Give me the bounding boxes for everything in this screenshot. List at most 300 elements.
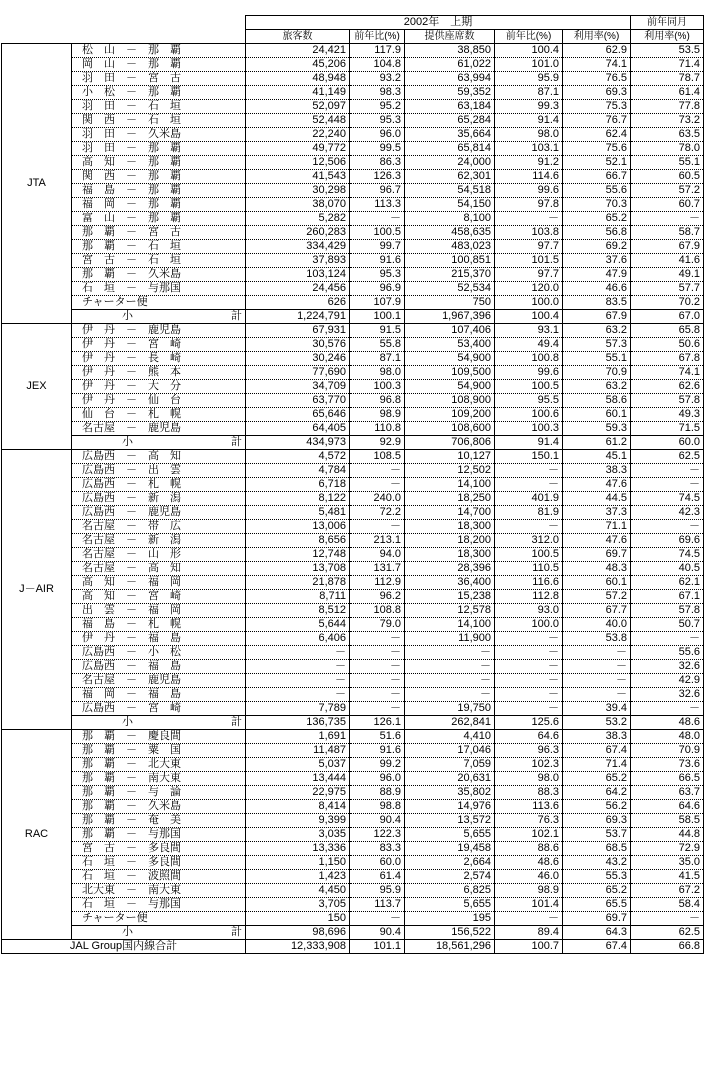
cell-seat-yoy: 100.8 [495,352,563,366]
cell-pax-yoy: 99.2 [350,758,405,772]
cell-prev-load-factor: 55.6 [631,646,704,660]
cell-load-factor: 45.1 [563,450,631,464]
cell-load-factor: 65.2 [563,884,631,898]
cell-load-factor: 69.2 [563,240,631,254]
route-name: 石 垣 － 多良間 [72,856,246,870]
cell-load-factor: 70.9 [563,366,631,380]
table-row [2,128,704,142]
cell-passengers: 22,975 [246,786,350,800]
cell-seat-yoy: 88.3 [495,786,563,800]
cell-prev-load-factor: 48.6 [631,716,704,730]
cell-seats: 65,284 [405,114,495,128]
cell-seats: 7,059 [405,758,495,772]
cell-pax-yoy: 96.0 [350,772,405,786]
cell-seats: 18,561,296 [405,940,495,954]
cell-passengers: 13,708 [246,562,350,576]
cell-pax-yoy: － [350,478,405,492]
cell-load-factor: 64.3 [563,926,631,940]
cell-load-factor: 58.6 [563,394,631,408]
subtotal-label-a: 小 [122,926,133,938]
route-name: 名古屋 － 帯 広 [72,520,246,534]
route-name: 羽 田 － 石 垣 [72,100,246,114]
cell-prev-load-factor: 78.7 [631,72,704,86]
cell-load-factor: 53.7 [563,828,631,842]
cell-seats: 14,700 [405,506,495,520]
table-row [2,758,704,772]
cell-seats: 18,300 [405,548,495,562]
cell-load-factor: 69.3 [563,814,631,828]
cell-load-factor: 57.2 [563,590,631,604]
cell-seat-yoy: 93.0 [495,604,563,618]
cell-load-factor: 71.1 [563,520,631,534]
cell-passengers: － [246,646,350,660]
cell-pax-yoy: － [350,660,405,674]
route-name: 福 岡 － 福 島 [72,688,246,702]
route-name: 高 知 － 宮 崎 [72,590,246,604]
cell-prev-load-factor: － [631,478,704,492]
route-name: 石 垣 － 与那国 [72,282,246,296]
subtotal-label-wrap [122,436,242,449]
table-row [2,254,704,268]
cell-pax-yoy: － [350,688,405,702]
cell-passengers: 6,406 [246,632,350,646]
table-row [2,786,704,800]
cell-pax-yoy: － [350,464,405,478]
cell-load-factor: 57.3 [563,338,631,352]
cell-load-factor: 67.4 [563,940,631,954]
cell-passengers: 260,283 [246,226,350,240]
cell-load-factor: 55.6 [563,184,631,198]
table-row [2,744,704,758]
cell-prev-load-factor: 62.5 [631,926,704,940]
cell-seats: 458,635 [405,226,495,240]
cell-seats: 18,250 [405,492,495,506]
cell-pax-yoy: － [350,632,405,646]
cell-prev-load-factor: 62.1 [631,576,704,590]
cell-seat-yoy: 91.4 [495,114,563,128]
route-name: 羽 田 － 久米島 [72,128,246,142]
cell-pax-yoy: 88.9 [350,786,405,800]
cell-prev-load-factor: 32.6 [631,660,704,674]
cell-passengers: 5,282 [246,212,350,226]
cell-passengers: 1,423 [246,870,350,884]
table-row [2,842,704,856]
route-name: 那 覇 － 与那国 [72,828,246,842]
cell-seat-yoy: 99.6 [495,184,563,198]
cell-seat-yoy: 91.4 [495,436,563,450]
cell-load-factor: 69.3 [563,86,631,100]
cell-pax-yoy: 240.0 [350,492,405,506]
cell-passengers: 52,448 [246,114,350,128]
cell-passengers: － [246,660,350,674]
cell-prev-load-factor: 60.5 [631,170,704,184]
cell-prev-load-factor: 44.8 [631,828,704,842]
table-row [2,100,704,114]
cell-pax-yoy: 100.1 [350,310,405,324]
cell-seat-yoy: 100.4 [495,44,563,58]
route-name: チャーター便 [72,296,246,310]
cell-load-factor: 76.5 [563,72,631,86]
route-name: 広島西 － 新 潟 [72,492,246,506]
table-row [2,520,704,534]
table-row [2,408,704,422]
cell-prev-load-factor: 63.7 [631,786,704,800]
cell-load-factor: 53.8 [563,632,631,646]
subtotal-label-b: 計 [231,436,242,448]
cell-prev-load-factor: 49.3 [631,408,704,422]
cell-pax-yoy: 96.8 [350,394,405,408]
cell-prev-load-factor: 57.8 [631,394,704,408]
cell-load-factor: 70.3 [563,198,631,212]
cell-seat-yoy: 103.1 [495,142,563,156]
route-name: 福 島 － 札 幌 [72,618,246,632]
cell-load-factor: 38.3 [563,730,631,744]
route-name: 石 垣 － 与那国 [72,898,246,912]
subtotal-label [72,926,246,940]
route-name: 名古屋 － 鹿児島 [72,422,246,436]
cell-load-factor: 63.2 [563,380,631,394]
cell-seat-yoy: 98.9 [495,884,563,898]
cell-prev-load-factor: 73.2 [631,114,704,128]
cell-prev-load-factor: 70.9 [631,744,704,758]
cell-load-factor: 69.7 [563,912,631,926]
cell-passengers: 1,691 [246,730,350,744]
cell-seats: 54,900 [405,352,495,366]
cell-pax-yoy: 95.2 [350,100,405,114]
subtotal-label [72,436,246,450]
prev-year-header-top: 前年同月 [631,16,704,30]
route-name: 那 覇 － 宮 古 [72,226,246,240]
table-row [2,114,704,128]
cell-prev-load-factor: 70.2 [631,296,704,310]
cell-seat-yoy: － [495,632,563,646]
cell-seat-yoy: 97.8 [495,198,563,212]
cell-pax-yoy: 95.9 [350,884,405,898]
cell-passengers: 1,150 [246,856,350,870]
cell-seats: 262,841 [405,716,495,730]
cell-pax-yoy: － [350,912,405,926]
cell-seats: 2,664 [405,856,495,870]
cell-seats: 5,655 [405,828,495,842]
table-row [2,226,704,240]
cell-load-factor: 74.1 [563,58,631,72]
cell-passengers: 434,973 [246,436,350,450]
cell-prev-load-factor: 77.8 [631,100,704,114]
cell-seat-yoy: － [495,520,563,534]
cell-load-factor: 53.2 [563,716,631,730]
cell-pax-yoy: 99.5 [350,142,405,156]
cell-seat-yoy: 312.0 [495,534,563,548]
route-name: 広島西 － 高 知 [72,450,246,464]
cell-seats: 28,396 [405,562,495,576]
grand-total-label: JAL Group国内線合計 [2,940,246,954]
cell-prev-load-factor: 67.9 [631,240,704,254]
table-row [2,590,704,604]
cell-seats: 36,400 [405,576,495,590]
cell-seats: 108,600 [405,422,495,436]
cell-pax-yoy: 90.4 [350,814,405,828]
cell-prev-load-factor: 42.9 [631,674,704,688]
cell-passengers: 49,772 [246,142,350,156]
route-name: 広島西 － 宮 崎 [72,702,246,716]
cell-prev-load-factor: 35.0 [631,856,704,870]
cell-seats: 107,406 [405,324,495,338]
cell-load-factor: 55.1 [563,352,631,366]
cell-load-factor: 67.7 [563,604,631,618]
route-name: 富 山 － 那 覇 [72,212,246,226]
cell-pax-yoy: 72.2 [350,506,405,520]
cell-passengers: 24,421 [246,44,350,58]
subtotal-label-b: 計 [231,926,242,938]
cell-seat-yoy: 101.5 [495,254,563,268]
cell-seats: 108,900 [405,394,495,408]
table-row [2,576,704,590]
cell-prev-load-factor: 67.2 [631,884,704,898]
table-row [2,562,704,576]
table-row [2,86,704,100]
cell-seat-yoy: 81.9 [495,506,563,520]
table-row [2,772,704,786]
cell-prev-load-factor: 57.8 [631,604,704,618]
cell-seats: － [405,646,495,660]
table-row [2,912,704,926]
prev-year-header-bottom: 利用率(%) [631,30,704,44]
cell-seat-yoy: 98.0 [495,128,563,142]
cell-prev-load-factor: 41.6 [631,254,704,268]
cell-prev-load-factor: 49.1 [631,268,704,282]
cell-passengers: 38,070 [246,198,350,212]
cell-seat-yoy: 98.0 [495,772,563,786]
table-row [2,338,704,352]
cell-seats: － [405,674,495,688]
route-name: 広島西 － 札 幌 [72,478,246,492]
cell-seats: 53,400 [405,338,495,352]
cell-load-factor: 60.1 [563,576,631,590]
route-name: 高 知 － 那 覇 [72,156,246,170]
cell-pax-yoy: － [350,702,405,716]
cell-pax-yoy: 96.9 [350,282,405,296]
route-name: 広島西 － 出 雲 [72,464,246,478]
table-row [2,324,704,338]
cell-passengers: 5,644 [246,618,350,632]
cell-passengers: 30,246 [246,352,350,366]
route-name: 高 知 － 福 岡 [72,576,246,590]
cell-seats: 195 [405,912,495,926]
cell-pax-yoy: 117.9 [350,44,405,58]
cell-seats: 63,184 [405,100,495,114]
cell-seats: 59,352 [405,86,495,100]
col-header-seats: 提供座席数 [405,30,495,44]
cell-passengers: 3,705 [246,898,350,912]
cell-passengers: 30,298 [246,184,350,198]
cell-seats: － [405,688,495,702]
cell-pax-yoy: 213.1 [350,534,405,548]
cell-prev-load-factor: 50.7 [631,618,704,632]
cell-seats: 215,370 [405,268,495,282]
cell-pax-yoy: 131.7 [350,562,405,576]
cell-seat-yoy: － [495,702,563,716]
cell-pax-yoy: 90.4 [350,926,405,940]
cell-pax-yoy: 122.3 [350,828,405,842]
cell-passengers: 45,206 [246,58,350,72]
cell-pax-yoy: 61.4 [350,870,405,884]
cell-seat-yoy: － [495,464,563,478]
subtotal-label-a: 小 [122,436,133,448]
cell-seat-yoy: 97.7 [495,268,563,282]
cell-prev-load-factor: 57.7 [631,282,704,296]
route-name: 福 岡 － 那 覇 [72,198,246,212]
cell-passengers: 8,122 [246,492,350,506]
cell-load-factor: 61.2 [563,436,631,450]
table-row [2,170,704,184]
cell-passengers: 8,656 [246,534,350,548]
subtotal-label-a: 小 [122,716,133,728]
route-name: 宮 古 － 石 垣 [72,254,246,268]
cell-load-factor: 75.6 [563,142,631,156]
cell-prev-load-factor: 48.0 [631,730,704,744]
cell-passengers: 67,931 [246,324,350,338]
cell-pax-yoy: 100.5 [350,226,405,240]
cell-passengers: 37,893 [246,254,350,268]
cell-load-factor: 38.3 [563,464,631,478]
cell-pax-yoy: 51.6 [350,730,405,744]
subtotal-label-wrap [122,926,242,939]
cell-passengers: － [246,674,350,688]
subtotal-label-wrap [122,310,242,323]
table-row [2,282,704,296]
route-name: 伊 丹 － 熊 本 [72,366,246,380]
route-name: 広島西 － 福 島 [72,660,246,674]
cell-load-factor: 65.5 [563,898,631,912]
cell-seats: 61,022 [405,58,495,72]
cell-seats: 17,046 [405,744,495,758]
cell-load-factor: 56.8 [563,226,631,240]
cell-passengers: 103,124 [246,268,350,282]
cell-prev-load-factor: 32.6 [631,688,704,702]
cell-pax-yoy: 126.3 [350,170,405,184]
cell-seat-yoy: 46.0 [495,870,563,884]
subtotal-label-b: 計 [231,310,242,322]
table-body [2,44,704,940]
cell-passengers: 30,576 [246,338,350,352]
cell-load-factor: 46.6 [563,282,631,296]
table-row [2,688,704,702]
cell-seats: 109,500 [405,366,495,380]
cell-prev-load-factor: － [631,212,704,226]
cell-load-factor: 62.4 [563,128,631,142]
cell-prev-load-factor: 42.3 [631,506,704,520]
table-row [2,884,704,898]
cell-seats: 5,655 [405,898,495,912]
cell-seat-yoy: 89.4 [495,926,563,940]
table-row [2,422,704,436]
cell-seats: 20,631 [405,772,495,786]
table-row [2,198,704,212]
cell-load-factor: 39.4 [563,702,631,716]
cell-passengers: 48,948 [246,72,350,86]
cell-seats: 4,410 [405,730,495,744]
cell-prev-load-factor: － [631,632,704,646]
table-row [2,800,704,814]
cell-prev-load-factor: 53.5 [631,44,704,58]
table-row [2,702,704,716]
table-row [2,814,704,828]
cell-passengers: 4,450 [246,884,350,898]
cell-load-factor: 75.3 [563,100,631,114]
cell-passengers: 4,572 [246,450,350,464]
cell-seats: － [405,660,495,674]
cell-seats: 11,900 [405,632,495,646]
cell-pax-yoy: 87.1 [350,352,405,366]
cell-load-factor: 66.7 [563,170,631,184]
table-row [2,380,704,394]
route-name: 那 覇 － 粟 国 [72,744,246,758]
cell-load-factor: 71.4 [563,758,631,772]
cell-passengers: 3,035 [246,828,350,842]
cell-load-factor: － [563,688,631,702]
cell-pax-yoy: 107.9 [350,296,405,310]
subtotal-label-wrap [122,716,242,729]
cell-passengers: 41,149 [246,86,350,100]
cell-seats: 18,300 [405,520,495,534]
cell-prev-load-factor: 74.5 [631,548,704,562]
cell-pax-yoy: 126.1 [350,716,405,730]
cell-load-factor: － [563,660,631,674]
col-header-seat-yoy: 前年比(%) [495,30,563,44]
cell-passengers: 5,481 [246,506,350,520]
cell-seats: 63,994 [405,72,495,86]
cell-load-factor: 47.9 [563,268,631,282]
col-header-pax-yoy: 前年比(%) [350,30,405,44]
cell-load-factor: 62.9 [563,44,631,58]
cell-seats: 1,967,396 [405,310,495,324]
cell-seat-yoy: 97.7 [495,240,563,254]
cell-load-factor: 69.7 [563,548,631,562]
cell-pax-yoy: － [350,212,405,226]
cell-seat-yoy: 103.8 [495,226,563,240]
col-header-load-factor: 利用率(%) [563,30,631,44]
cell-passengers: 98,696 [246,926,350,940]
route-name: チャーター便 [72,912,246,926]
cell-pax-yoy: 55.8 [350,338,405,352]
cell-passengers: 63,770 [246,394,350,408]
subtotal-row [2,436,704,450]
subtotal-label [72,310,246,324]
cell-prev-load-factor: 66.8 [631,940,704,954]
cell-load-factor: 48.3 [563,562,631,576]
cell-seats: 52,534 [405,282,495,296]
cell-passengers: 12,506 [246,156,350,170]
cell-pax-yoy: 100.3 [350,380,405,394]
cell-seat-yoy: 87.1 [495,86,563,100]
group-label: JTA [2,44,72,324]
cell-passengers: 24,456 [246,282,350,296]
cell-pax-yoy: 110.8 [350,422,405,436]
cell-seats: 35,664 [405,128,495,142]
cell-prev-load-factor: 62.5 [631,450,704,464]
route-name: 名古屋 － 鹿児島 [72,674,246,688]
header-row-period [2,16,704,30]
route-name: 出 雲 － 福 岡 [72,604,246,618]
cell-seats: 14,100 [405,618,495,632]
table-row [2,184,704,198]
route-name: 小 松 － 那 覇 [72,86,246,100]
cell-seats: 156,522 [405,926,495,940]
cell-prev-load-factor: 65.8 [631,324,704,338]
route-name: 関 西 － 那 覇 [72,170,246,184]
cell-seats: 109,200 [405,408,495,422]
subtotal-row [2,310,704,324]
